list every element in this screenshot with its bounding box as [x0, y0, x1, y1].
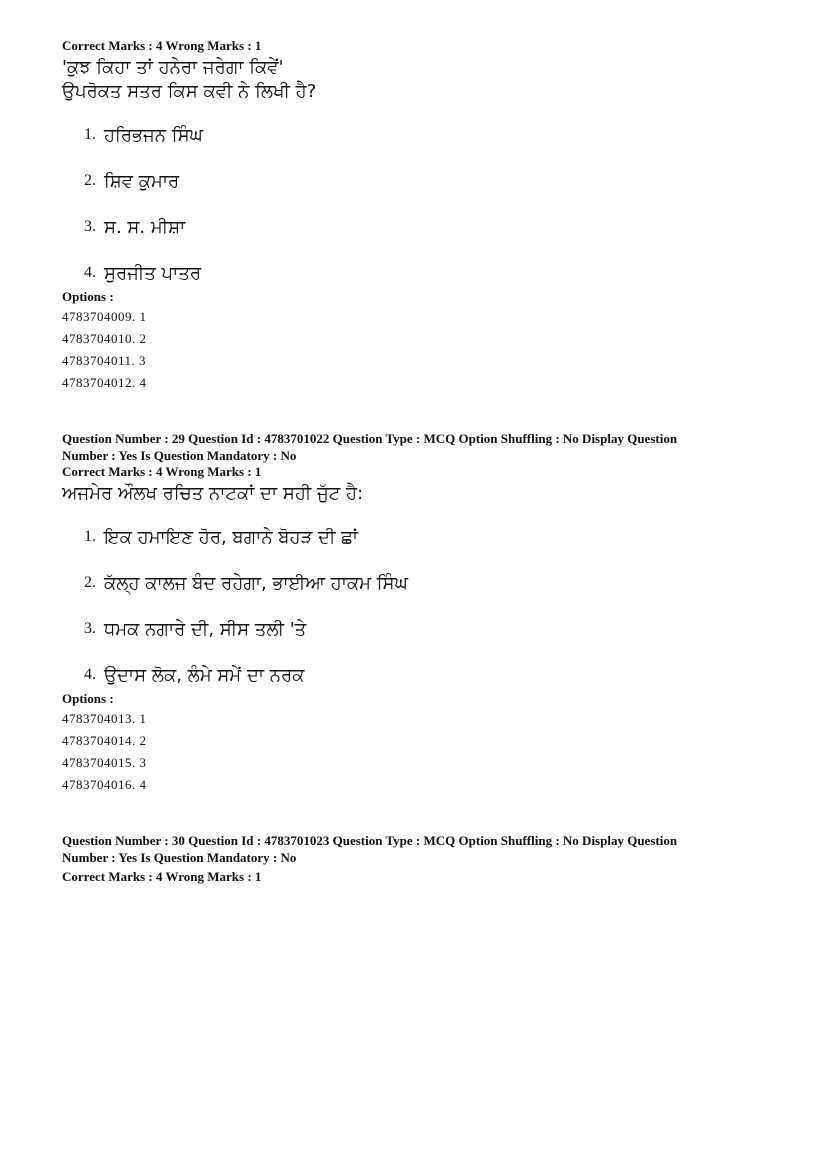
- marks-line: Correct Marks : 4 Wrong Marks : 1: [62, 464, 262, 479]
- choice-item: [84, 560, 782, 606]
- stem-line: ਅਜਮੇਰ ਔਲਖ ਰਚਿਤ ਨਾਟਕਾਂ ਦਾ ਸਹੀ ਜੁੱਟ ਹੈ:: [62, 483, 364, 504]
- question-stem: [62, 56, 782, 104]
- question-28-body: [62, 38, 782, 394]
- choice-text: ਸ਼ਿਵ ਕੁਮਾਰ: [104, 170, 180, 192]
- option-id: 4783704012. 4: [62, 375, 147, 390]
- marks-line: Correct Marks : 4 Wrong Marks : 1: [62, 869, 262, 884]
- choice-list: [62, 112, 782, 296]
- choice-item: [84, 112, 782, 158]
- question-30: [62, 832, 782, 885]
- option-id-list: [62, 708, 782, 796]
- choice-number: 4.: [84, 264, 96, 281]
- option-id: 4783704011. 3: [62, 353, 147, 368]
- question-header: [62, 832, 782, 866]
- choice-item: [84, 514, 782, 560]
- choice-number: 3.: [84, 218, 96, 235]
- choice-number: 1.: [84, 126, 96, 143]
- choice-text: ਸ. ਸ. ਮੀਸ਼ਾ: [104, 216, 186, 238]
- choice-text: ਧਮਕ ਨਗਾਰੇ ਦੀ, ਸੀਸ ਤਲੀ 'ਤੇ: [104, 618, 307, 640]
- choice-item: [84, 204, 782, 250]
- option-id: 4783704010. 2: [62, 331, 147, 346]
- stem-line: ਉਪਰੋਕਤ ਸਤਰ ਕਿਸ ਕਵੀ ਨੇ ਲਿਖੀ ਹੈ?: [62, 81, 317, 102]
- choice-item: [84, 158, 782, 204]
- options-label: Options :: [62, 691, 114, 706]
- question-29: [62, 430, 782, 796]
- marks-line: Correct Marks : 4 Wrong Marks : 1: [62, 38, 262, 53]
- question-header: [62, 430, 782, 464]
- question-header-line: Number : Yes Is Question Mandatory : No: [62, 850, 297, 865]
- choice-number: 2.: [84, 172, 96, 189]
- choice-text: ਕੱਲ੍ਹ ਕਾਲਜ ਬੰਦ ਰਹੇਗਾ, ਭਾਈਆ ਹਾਕਮ ਸਿੰਘ: [104, 572, 408, 594]
- option-id: 4783704015. 3: [62, 755, 147, 770]
- options-label: Options :: [62, 289, 114, 304]
- option-id: 4783704009. 1: [62, 309, 147, 324]
- exam-page: [62, 38, 782, 885]
- choice-number: 1.: [84, 528, 96, 545]
- choice-number: 3.: [84, 620, 96, 637]
- question-stem: [62, 482, 782, 506]
- option-id: 4783704013. 1: [62, 711, 147, 726]
- stem-line: 'ਕੁਝ ਕਿਹਾ ਤਾਂ ਹਨੇਰਾ ਜਰੇਗਾ ਕਿਵੇਂ': [62, 57, 284, 78]
- choice-text: ਹਰਿਭਜਨ ਸਿੰਘ: [104, 124, 203, 146]
- question-header-line: Question Number : 30 Question Id : 4783701023 Question Type : MCQ Option Shuffling : No Display Question: [62, 833, 678, 848]
- option-id-list: [62, 306, 782, 394]
- choice-text: ਇਕ ਹਮਾਇਣ ਹੋਰ, ਬਗਾਨੇ ਬੋਹੜ ਦੀ ਛਾਂ: [104, 526, 359, 548]
- option-id: 4783704016. 4: [62, 777, 147, 792]
- choice-list: [62, 514, 782, 698]
- choice-item: [84, 606, 782, 652]
- question-header-line: Question Number : 29 Question Id : 4783701022 Question Type : MCQ Option Shuffling : No Display Question: [62, 431, 678, 446]
- question-header-line: Number : Yes Is Question Mandatory : No: [62, 448, 297, 463]
- option-id: 4783704014. 2: [62, 733, 147, 748]
- choice-number: 4.: [84, 666, 96, 683]
- choice-number: 2.: [84, 574, 96, 591]
- choice-text: ਸੁਰਜੀਤ ਪਾਤਰ: [104, 262, 201, 284]
- choice-text: ਉਦਾਸ ਲੋਕ, ਲੰਮੇ ਸਮੇਂ ਦਾ ਨਰਕ: [104, 664, 305, 686]
